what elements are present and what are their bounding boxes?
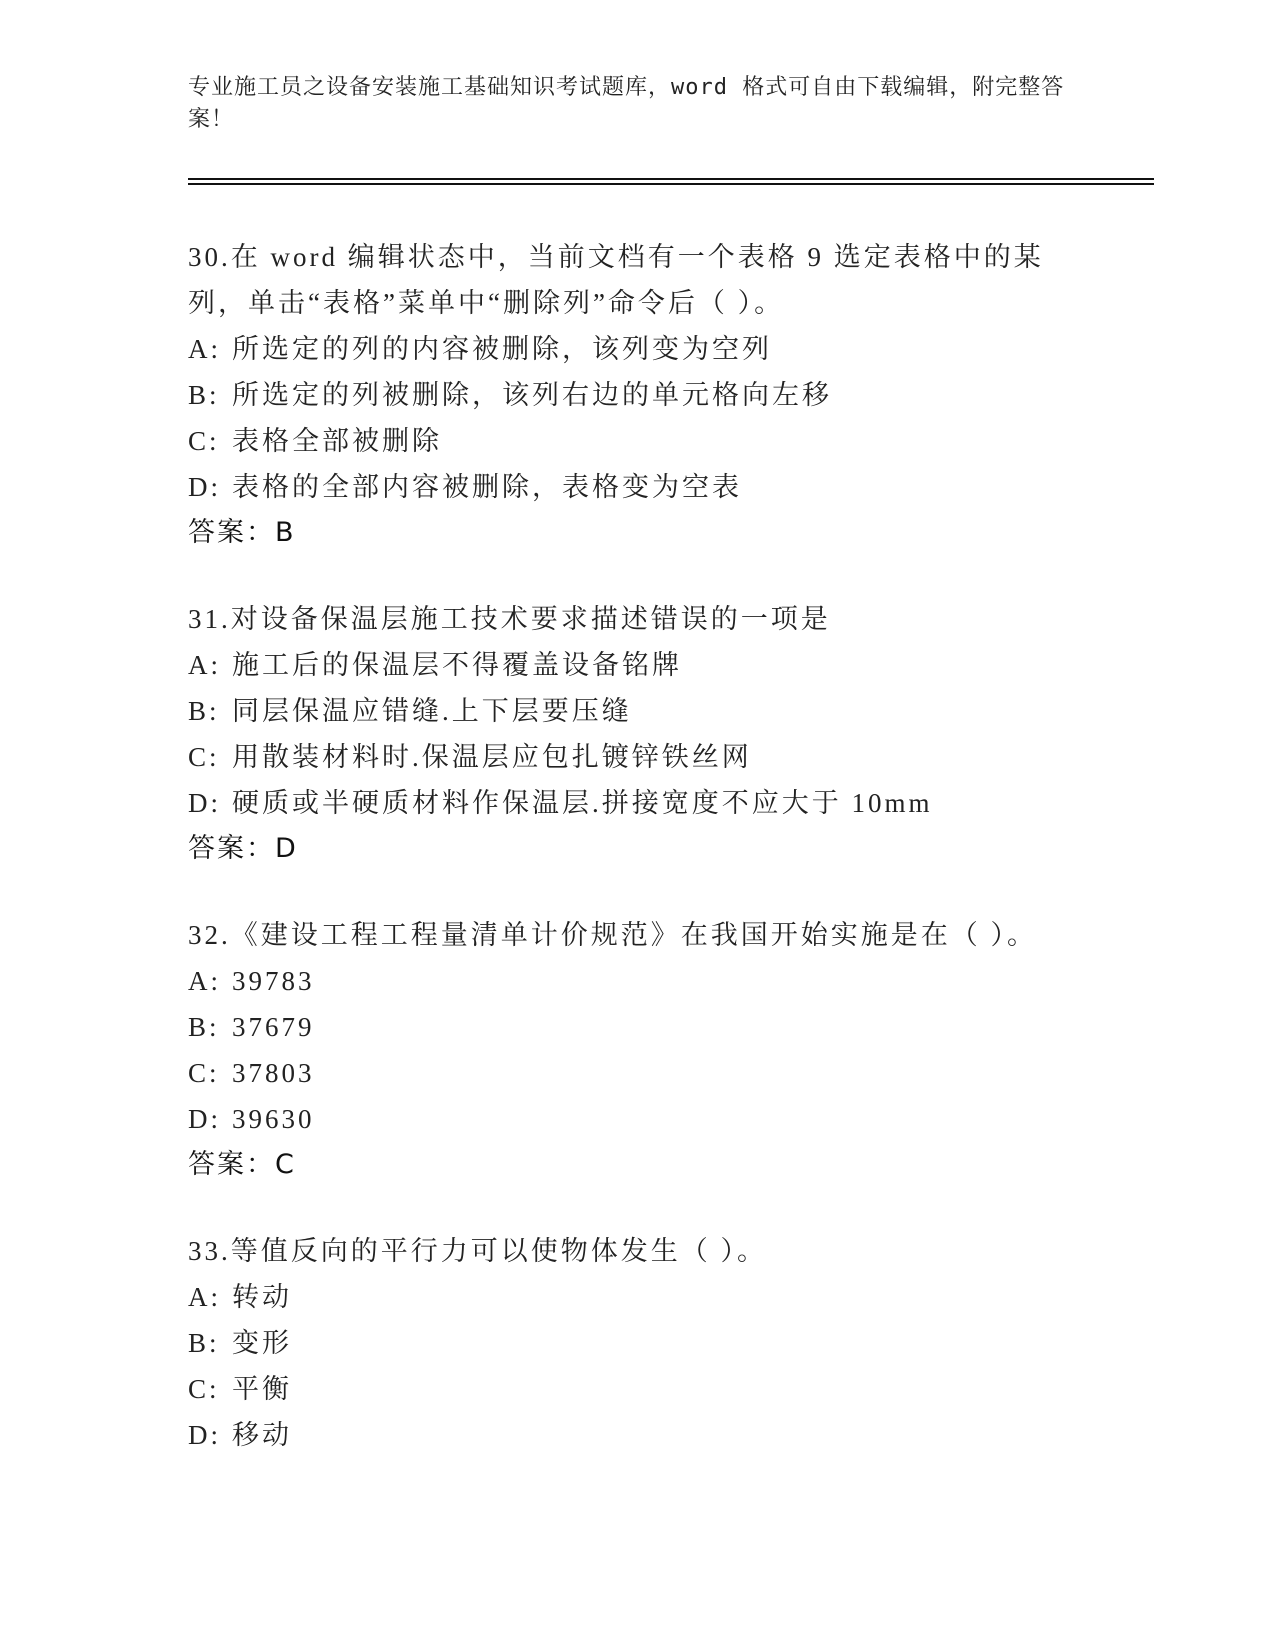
option-key: A:	[188, 1282, 221, 1312]
option-text: 所选定的列被删除，该列右边的单元格向左移	[232, 380, 832, 410]
option-b	[188, 1004, 1168, 1050]
option-b	[188, 1320, 1168, 1366]
header-divider-bottom	[188, 183, 1154, 185]
option-key: A:	[188, 334, 221, 364]
option-text: 移动	[232, 1420, 292, 1450]
question-stem: 32.《建设工程工程量清单计价规范》在我国开始实施是在（ ）。	[188, 920, 1037, 950]
option-text: 平衡	[232, 1374, 292, 1404]
answer-line: 答案：C	[188, 1149, 296, 1180]
option-c	[188, 734, 1168, 780]
option-d	[188, 780, 1168, 826]
option-d	[188, 1096, 1168, 1142]
option-text: 变形	[232, 1328, 292, 1358]
question-stem: 33.等值反向的平行力可以使物体发生（ ）。	[188, 1236, 767, 1266]
option-text: 转动	[232, 1282, 292, 1312]
option-a	[188, 1274, 1168, 1320]
option-b	[188, 372, 1168, 418]
option-key: B:	[188, 380, 220, 410]
option-c	[188, 1050, 1168, 1096]
option-key: B:	[188, 1328, 220, 1358]
option-text: 表格全部被删除	[232, 426, 442, 456]
option-key: C:	[188, 742, 220, 772]
question-33	[188, 1228, 1168, 1458]
answer-line: 答案：D	[188, 833, 298, 864]
option-text: 39630	[232, 1104, 315, 1134]
header-divider-top	[188, 178, 1154, 180]
option-text: 用散装材料时.保温层应包扎镀锌铁丝网	[232, 742, 752, 772]
option-c	[188, 418, 1168, 464]
option-text: 施工后的保温层不得覆盖设备铭牌	[232, 650, 682, 680]
option-d	[188, 1412, 1168, 1458]
option-key: D:	[188, 788, 221, 818]
option-a	[188, 958, 1168, 1004]
option-key: D:	[188, 472, 221, 502]
document-header: 专业施工员之设备安装施工基础知识考试题库，word 格式可自由下载编辑，附完整答案！	[188, 75, 1065, 132]
question-30	[188, 234, 1168, 556]
option-key: A:	[188, 966, 221, 996]
option-key: C:	[188, 426, 220, 456]
option-key: D:	[188, 1104, 221, 1134]
question-list	[188, 234, 1168, 1498]
question-31	[188, 596, 1168, 872]
option-key: A:	[188, 650, 221, 680]
answer-line: 答案：B	[188, 517, 296, 548]
option-key: D:	[188, 1420, 221, 1450]
option-d	[188, 464, 1168, 510]
option-key: B:	[188, 1012, 220, 1042]
option-b	[188, 688, 1168, 734]
option-text: 表格的全部内容被删除，表格变为空表	[232, 472, 742, 502]
option-key: C:	[188, 1374, 220, 1404]
option-a	[188, 326, 1168, 372]
question-stem: 30.在 word 编辑状态中，当前文档有一个表格 9 选定表格中的某列，单击“表格”菜单中“删除列”命令后（ ）。	[188, 242, 1044, 318]
option-key: C:	[188, 1058, 220, 1088]
question-stem: 31.对设备保温层施工技术要求描述错误的一项是	[188, 604, 831, 634]
option-text: 所选定的列的内容被删除，该列变为空列	[232, 334, 772, 364]
option-a	[188, 642, 1168, 688]
option-text: 39783	[232, 966, 315, 996]
option-text: 硬质或半硬质材料作保温层.拼接宽度不应大于 10mm	[232, 788, 933, 818]
question-32	[188, 912, 1168, 1188]
option-key: B:	[188, 696, 220, 726]
option-c	[188, 1366, 1168, 1412]
option-text: 37803	[232, 1058, 315, 1088]
option-text: 同层保温应错缝.上下层要压缝	[232, 696, 632, 726]
option-text: 37679	[232, 1012, 315, 1042]
